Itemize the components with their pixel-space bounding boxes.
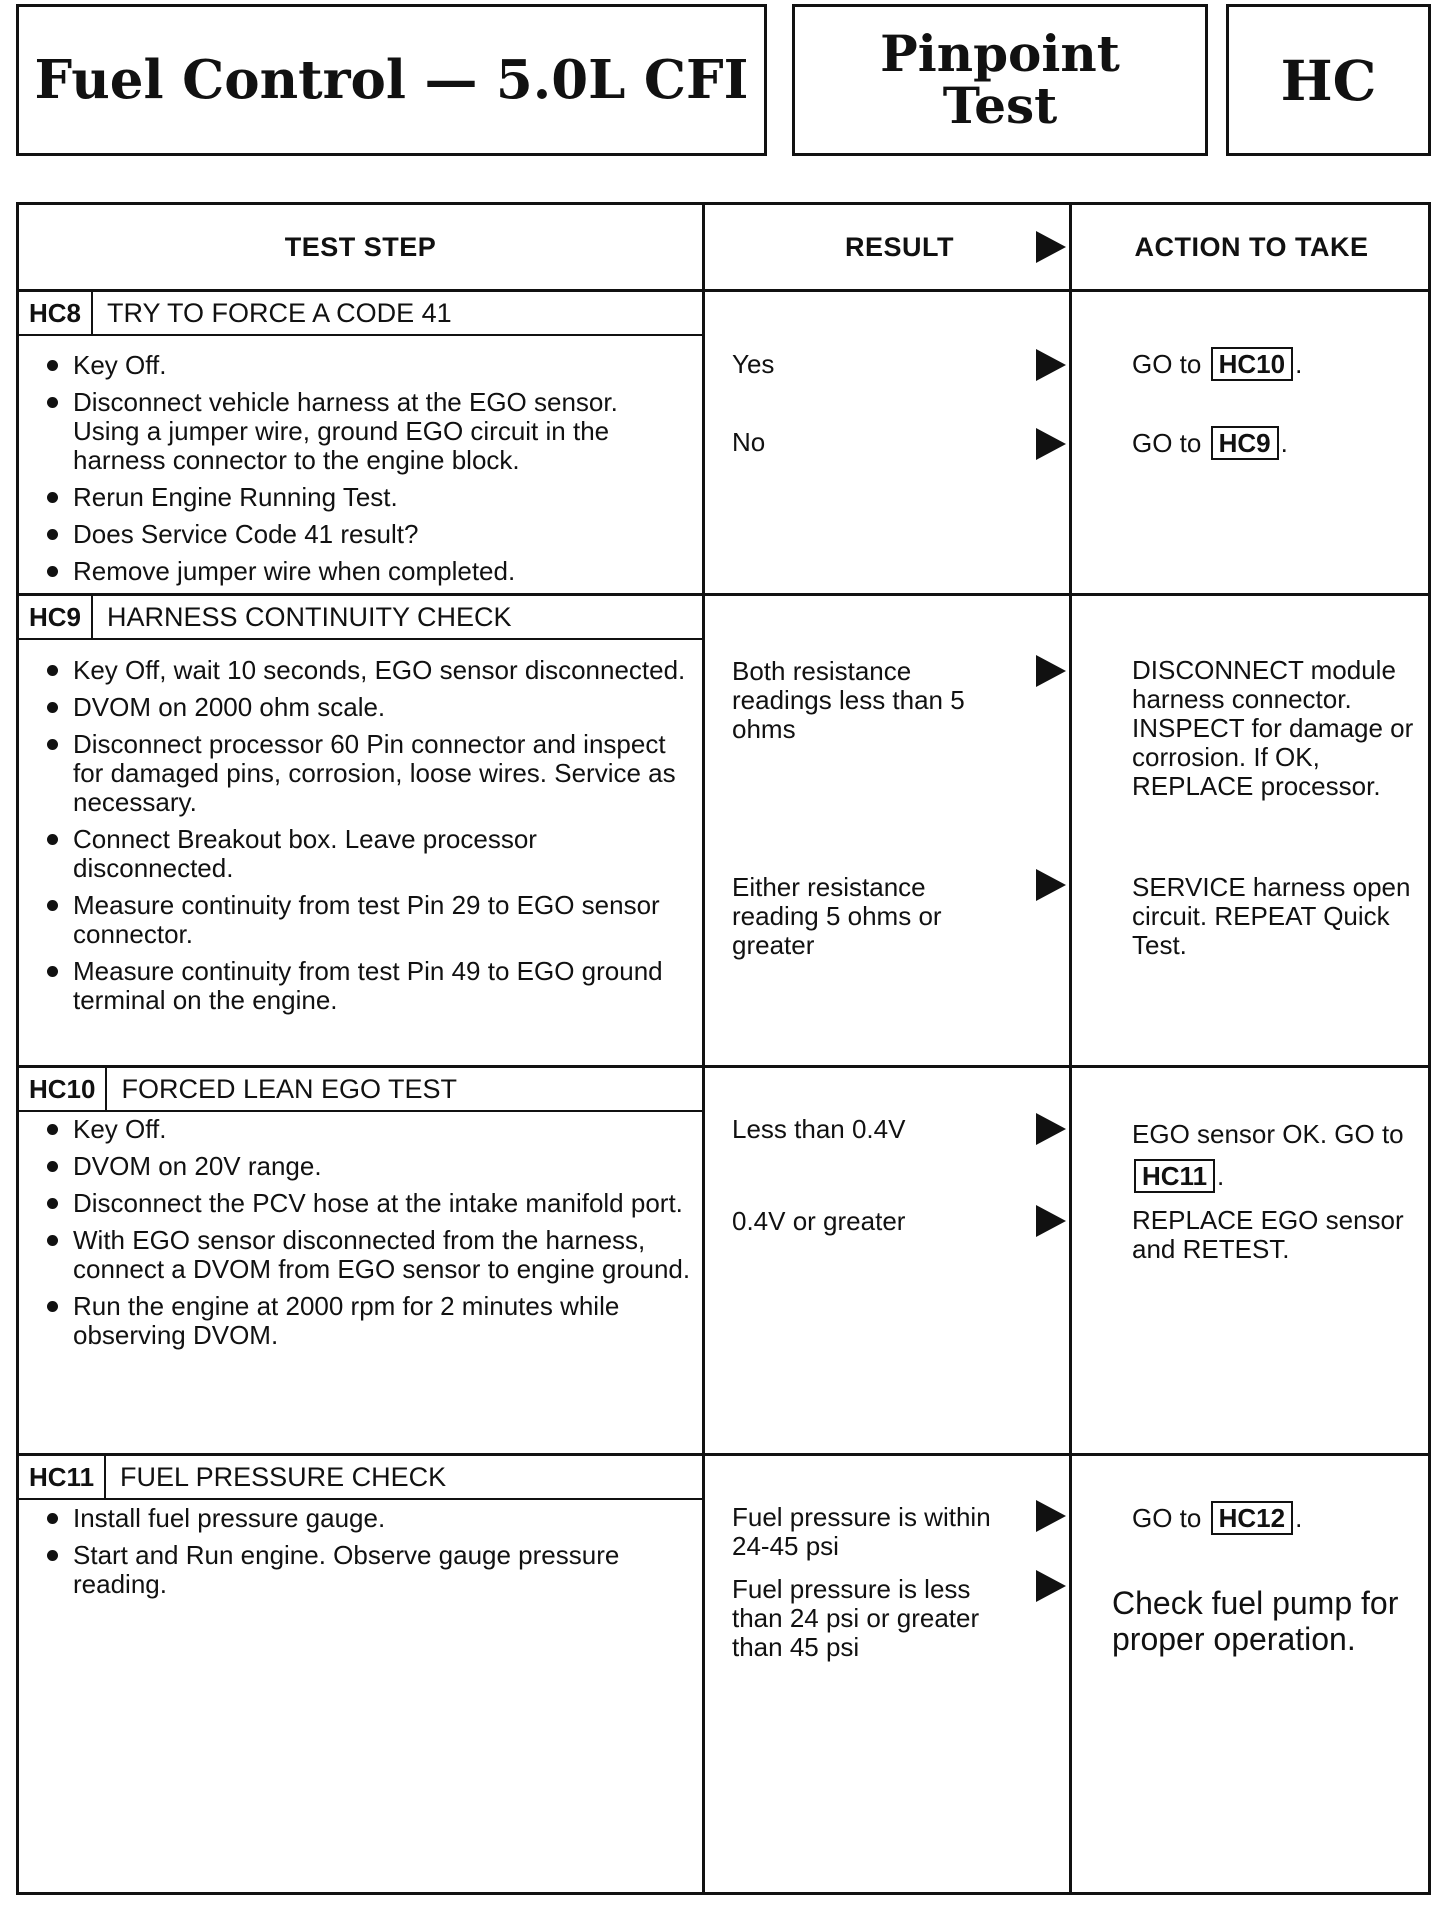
action-prefix: GO to bbox=[1132, 428, 1202, 458]
step-title-hc9: HARNESS CONTINUITY CHECK bbox=[107, 601, 512, 632]
test-type-box bbox=[792, 4, 1208, 156]
bullet-text: Run the engine at 2000 rpm for 2 minutes while observing DVOM. bbox=[73, 1291, 620, 1350]
list-item bbox=[31, 891, 691, 949]
test-type-line2: Test bbox=[942, 76, 1058, 135]
step-id-hc8: HC8 bbox=[19, 292, 93, 334]
step-bullets-hc9 bbox=[31, 656, 691, 1023]
bullet-text: With EGO sensor disconnected from the harness, connect a DVOM from EGO sensor to engine ground. bbox=[73, 1225, 691, 1284]
step-title-hc11: FUEL PRESSURE CHECK bbox=[120, 1461, 447, 1492]
bullet-text: Rerun Engine Running Test. bbox=[73, 482, 398, 512]
list-item bbox=[31, 957, 691, 1015]
bullet-text: Start and Run engine. Observe gauge pressure reading. bbox=[73, 1540, 620, 1599]
result-text: Both resistance readings less than 5 ohms bbox=[732, 656, 965, 744]
step-id-hc10: HC10 bbox=[19, 1068, 107, 1110]
page-title: Fuel Control — 5.0L CFI bbox=[34, 49, 749, 111]
column-header-result: RESULT bbox=[845, 231, 954, 262]
list-item bbox=[31, 388, 691, 475]
bullet-text: Measure continuity from test Pin 49 to EGO ground terminal on the engine. bbox=[73, 956, 663, 1015]
step-id-hc9: HC9 bbox=[19, 596, 93, 638]
bullet-text: DVOM on 20V range. bbox=[73, 1151, 322, 1181]
list-item bbox=[31, 1189, 691, 1218]
action-suffix: . bbox=[1280, 428, 1288, 458]
result-arrow-icon bbox=[1036, 428, 1066, 460]
result-text: Fuel pressure is within 24-45 psi bbox=[732, 1502, 991, 1561]
bullet-text: Key Off. bbox=[73, 350, 167, 380]
step-id-hc11: HC11 bbox=[19, 1456, 106, 1498]
list-item bbox=[31, 1152, 691, 1181]
pinpoint-test-table bbox=[16, 202, 1431, 1895]
bullet-icon bbox=[47, 529, 58, 540]
list-item bbox=[31, 351, 691, 380]
bullet-icon bbox=[47, 397, 58, 408]
action-text: Check fuel pump for proper operation. bbox=[1112, 1585, 1399, 1657]
step-title-hc8: TRY TO FORCE A CODE 41 bbox=[107, 297, 452, 328]
result-header-arrow-icon bbox=[1036, 231, 1066, 263]
column-header-test-step: TEST STEP bbox=[284, 231, 437, 262]
step-bullets-hc11 bbox=[31, 1504, 691, 1607]
list-item bbox=[31, 656, 691, 685]
bullet-icon bbox=[47, 966, 58, 977]
test-code: HC bbox=[1280, 47, 1377, 113]
list-item bbox=[31, 1504, 691, 1533]
bullet-icon bbox=[47, 1301, 58, 1312]
action-text bbox=[1132, 1501, 1422, 1535]
bullet-icon bbox=[47, 1198, 58, 1209]
column-divider-1 bbox=[702, 205, 705, 1892]
result-text: No bbox=[732, 427, 766, 457]
action-text bbox=[1132, 426, 1422, 460]
result-arrow-icon bbox=[1036, 349, 1066, 381]
result-arrow-icon bbox=[1036, 1500, 1066, 1532]
action-prefix: GO to bbox=[1132, 349, 1202, 379]
step-header-hc9 bbox=[19, 596, 702, 640]
bullet-text: Key Off, wait 10 seconds, EGO sensor disconnected. bbox=[73, 655, 686, 685]
test-code-box bbox=[1226, 4, 1431, 156]
action-text: SERVICE harness open circuit. REPEAT Quick Test. bbox=[1132, 872, 1411, 960]
list-item bbox=[31, 730, 691, 817]
bullet-text: Disconnect vehicle harness at the EGO sensor. Using a jumper wire, ground EGO circuit in the harness connector to the engine block. bbox=[73, 387, 618, 475]
bullet-text: Install fuel pressure gauge. bbox=[73, 1503, 386, 1533]
bullet-icon bbox=[47, 1235, 58, 1246]
bullet-text: Disconnect processor 60 Pin connector and inspect for damaged pins, corrosion, loose wires. Service as necessary. bbox=[73, 729, 676, 817]
action-suffix: . bbox=[1295, 1503, 1303, 1533]
result-arrow-icon bbox=[1036, 655, 1066, 687]
bullet-icon bbox=[47, 1124, 58, 1135]
action-suffix: . bbox=[1295, 349, 1303, 379]
bullet-icon bbox=[47, 1550, 58, 1561]
column-header-action: ACTION TO TAKE bbox=[1134, 231, 1369, 262]
list-item bbox=[31, 557, 691, 586]
step-reference-hc11[interactable]: HC11 bbox=[1134, 1159, 1215, 1193]
bullet-text: Key Off. bbox=[73, 1114, 167, 1144]
action-text bbox=[1132, 347, 1422, 381]
action-text bbox=[1132, 1113, 1422, 1197]
bullet-text: Connect Breakout box. Leave processor disconnected. bbox=[73, 824, 537, 883]
list-item bbox=[31, 1226, 691, 1284]
action-prefix: EGO sensor OK. GO to bbox=[1132, 1119, 1404, 1149]
test-type-line1: Pinpoint bbox=[880, 24, 1120, 83]
bullet-icon bbox=[47, 492, 58, 503]
bullet-text: Does Service Code 41 result? bbox=[73, 519, 419, 549]
action-prefix: GO to bbox=[1132, 1503, 1202, 1533]
bullet-icon bbox=[47, 1513, 58, 1524]
step-reference-hc9[interactable]: HC9 bbox=[1211, 426, 1279, 460]
step-bullets-hc8 bbox=[31, 351, 691, 594]
result-arrow-icon bbox=[1036, 1570, 1066, 1602]
result-text: 0.4V or greater bbox=[732, 1206, 906, 1236]
step-reference-hc10[interactable]: HC10 bbox=[1211, 347, 1293, 381]
bullet-icon bbox=[47, 739, 58, 750]
step-reference-hc12[interactable]: HC12 bbox=[1211, 1501, 1293, 1535]
step-bullets-hc10 bbox=[31, 1115, 691, 1358]
list-item bbox=[31, 1541, 691, 1599]
action-suffix: . bbox=[1217, 1161, 1225, 1191]
step-title-hc10: FORCED LEAN EGO TEST bbox=[121, 1073, 458, 1104]
result-text: Fuel pressure is less than 24 psi or greater than 45 psi bbox=[732, 1574, 980, 1662]
list-item bbox=[31, 1292, 691, 1350]
result-arrow-icon bbox=[1036, 869, 1066, 901]
action-text: DISCONNECT module harness connector. INSPECT for damage or corrosion. If OK, REPLACE processor. bbox=[1132, 655, 1414, 801]
result-text: Yes bbox=[732, 349, 775, 379]
list-item bbox=[31, 825, 691, 883]
list-item bbox=[31, 1115, 691, 1144]
bullet-icon bbox=[47, 360, 58, 371]
list-item bbox=[31, 520, 691, 549]
bullet-icon bbox=[47, 900, 58, 911]
bullet-text: DVOM on 2000 ohm scale. bbox=[73, 692, 386, 722]
step-header-hc11 bbox=[19, 1456, 702, 1500]
step-header-hc10 bbox=[19, 1068, 702, 1112]
result-arrow-icon bbox=[1036, 1205, 1066, 1237]
list-item bbox=[31, 693, 691, 722]
bullet-text: Measure continuity from test Pin 29 to EGO sensor connector. bbox=[73, 890, 660, 949]
bullet-icon bbox=[47, 665, 58, 676]
bullet-icon bbox=[47, 566, 58, 577]
result-arrow-icon bbox=[1036, 1113, 1066, 1145]
list-item bbox=[31, 483, 691, 512]
result-text: Less than 0.4V bbox=[732, 1114, 906, 1144]
action-text: REPLACE EGO sensor and RETEST. bbox=[1132, 1205, 1404, 1264]
step-header-hc8 bbox=[19, 292, 702, 336]
column-divider-2 bbox=[1069, 205, 1072, 1892]
page-title-box bbox=[16, 4, 767, 156]
result-text: Either resistance reading 5 ohms or greater bbox=[732, 872, 942, 960]
bullet-text: Remove jumper wire when completed. bbox=[73, 556, 516, 586]
bullet-icon bbox=[47, 834, 58, 845]
bullet-text: Disconnect the PCV hose at the intake manifold port. bbox=[73, 1188, 683, 1218]
bullet-icon bbox=[47, 1161, 58, 1172]
bullet-icon bbox=[47, 702, 58, 713]
